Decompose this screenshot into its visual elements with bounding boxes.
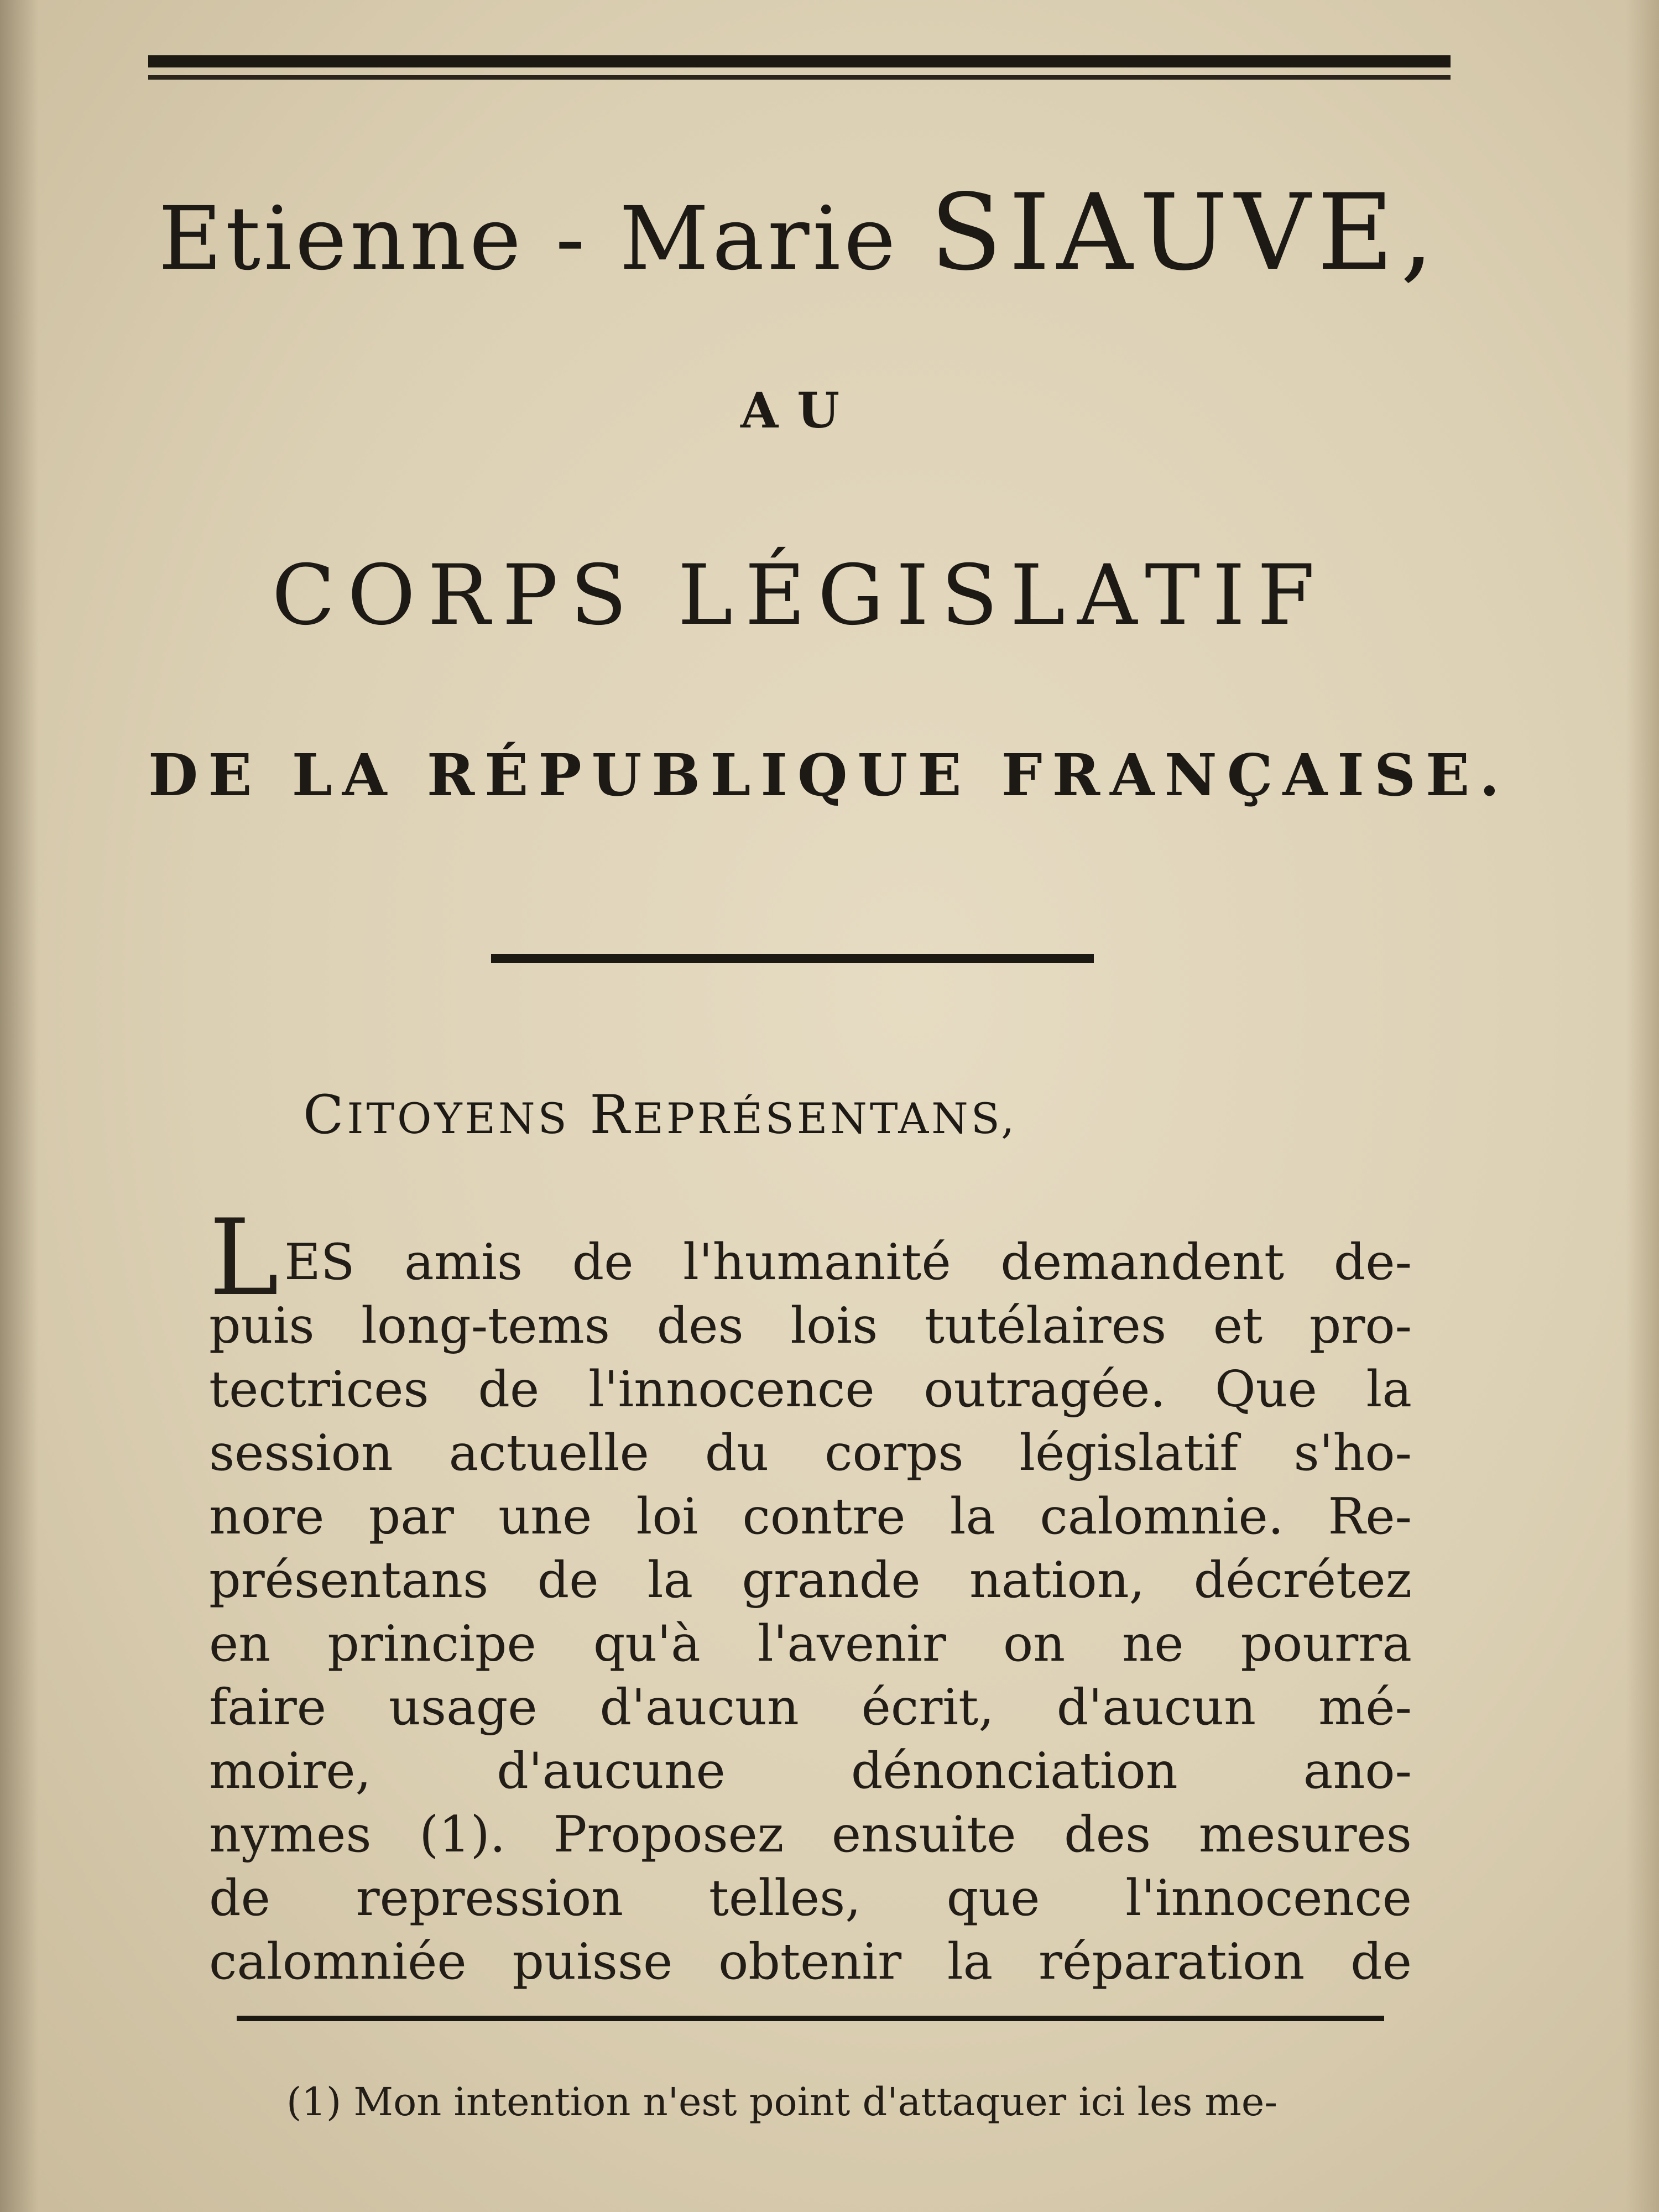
- salutation-initial-2: R: [589, 1084, 633, 1146]
- body-line: en principe qu'à l'avenir on ne pourra: [209, 1615, 1412, 1673]
- top-rule-thin: [148, 75, 1451, 80]
- body-line: faire usage d'aucun écrit, d'aucun mé-: [209, 1678, 1412, 1736]
- body-paragraph: [209, 1197, 1412, 1994]
- title-corps-legislatif: CORPS LÉGISLATIF: [272, 547, 1327, 644]
- edge-shadow: [1626, 0, 1659, 2212]
- body-line: de repression telles, que l'innocence: [209, 1869, 1412, 1927]
- body-line: calomniée puisse obtenir la réparation de: [209, 1933, 1412, 1991]
- salutation: [303, 1084, 1017, 1146]
- salutation-rest-1: ITOYENS: [347, 1094, 570, 1143]
- body-line: moire, d'aucune dénonciation ano-: [209, 1742, 1412, 1800]
- title-author: [148, 171, 1451, 294]
- footnote-rule: [237, 2016, 1384, 2021]
- body-line: puis long-tems des lois tutélaires et pro-: [209, 1297, 1412, 1355]
- title-republique: DE LA RÉPUBLIQUE FRANÇAISE.: [148, 741, 1510, 809]
- title-divider: [491, 954, 1094, 963]
- footnote: (1) Mon intention n'est point d'attaquer ici les me-: [286, 2079, 1278, 2125]
- drop-cap: L: [209, 1197, 279, 1319]
- body-line: nymes (1). Proposez ensuite des mesures: [209, 1806, 1412, 1864]
- body-line: nore par une loi contre la calomnie. Re-: [209, 1488, 1412, 1546]
- body-line-text: ES amis de l'humanité demandent de-: [284, 1233, 1412, 1291]
- body-line: session actuelle du corps législatif s'ho-: [209, 1424, 1412, 1482]
- author-first-name: Etienne - Marie: [158, 188, 899, 290]
- salutation-rest-2: EPRÉSENTANS,: [633, 1094, 1018, 1143]
- gutter-shadow: [0, 0, 39, 2212]
- author-last-name: SIAUVE,: [930, 171, 1441, 294]
- body-line: tectrices de l'innocence outragée. Que la: [209, 1360, 1412, 1418]
- salutation-initial-1: C: [303, 1084, 347, 1146]
- body-line: [209, 1197, 1412, 1319]
- body-line: présentans de la grande nation, décrétez: [209, 1551, 1412, 1609]
- title-au: AU: [740, 382, 859, 439]
- top-rule-thick: [148, 55, 1451, 67]
